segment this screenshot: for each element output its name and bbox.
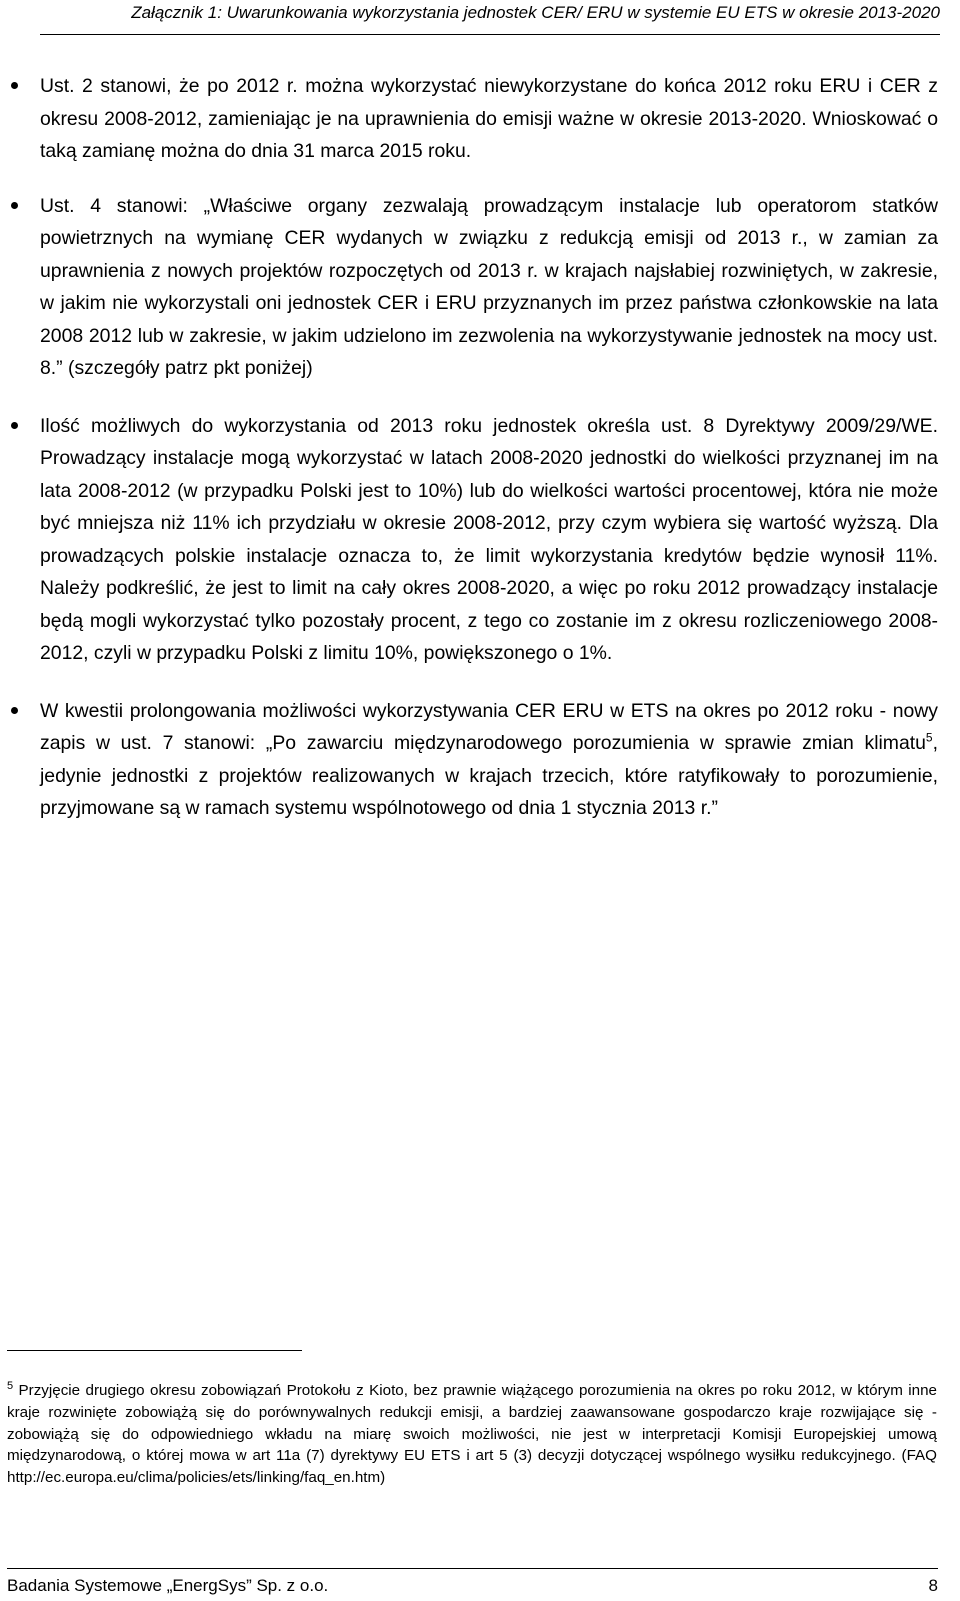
bullet-item — [40, 190, 938, 385]
bullet-item — [40, 695, 938, 825]
main-content — [40, 70, 938, 850]
header-title: Załącznik 1: Uwarunkowania wykorzystania jednostek CER/ ERU w systemie EU ETS w okresie 2013-2020 — [131, 3, 940, 22]
bullet-text: Ust. 2 stanowi, że po 2012 r. można wykorzystać niewykorzystane do końca 2012 roku ERU i CER z okresu 2008-2012, zamieniając je na uprawnienia do emisji ważne w okresie 2013-2020. Wnioskować o taką zamianę można do dnia 31 marca 2015 roku. — [40, 75, 938, 162]
footnote — [7, 1380, 937, 1489]
bullet-text-part: , jedynie jednostki z projektów realizowanych w krajach trzecich, które ratyfikowały to porozumienie, przyjmowane są w ramach systemu wspólnotowego od dnia 1 stycznia 2013 r.” — [40, 732, 938, 819]
bullet-dot-icon — [11, 202, 18, 209]
bullet-dot-icon — [11, 82, 18, 89]
footnote-text: Przyjęcie drugiego okresu zobowiązań Protokołu z Kioto, bez prawnie wiążącego porozumienia na okres po roku 2012, w którym inne kraje rozwinięte zobowiążą się do porównywalnych redukcji emisji, a bardziej zaawansowane gospodarczo kraje rozwijające się - zobowiążą się do odpowiedniego wkładu na miarę swoich możliwości, nie jest w interpretacji Komisji Europejskiej umową międzynarodową, o której mowa w art 11a (7) dyrektywy EU ETS i art 5 (3) decyzji dotyczącej wspólnego wysiłku redukcyjnego. (FAQ http://ec.europa.eu/clima/policies/ets/linking/faq_en.htm) — [7, 1382, 937, 1487]
footnote-number: 5 — [7, 1379, 14, 1392]
page-footer — [7, 1568, 938, 1597]
bullet-item — [40, 70, 938, 168]
bullet-dot-icon — [11, 422, 18, 429]
bullet-text: Ust. 4 stanowi: „Właściwe organy zezwalają prowadzącym instalacje lub operatorom statków powietrznych na wymianę CER wydanych w związku z redukcją emisji od 2013 r., w zamian za uprawnienia z nowych projektów rozpoczętych od 2013 r. w krajach najsłabiej rozwiniętych, w zakresie, w jakim nie wykorzystali oni jednostek CER i ERU przyznanych im przez państwa członkowskie na lata 2008 2012 lub w zakresie, w jakim udzielono im zezwolenia na wykorzystywanie jednostek na mocy ust. 8.” (szczegóły patrz pkt poniżej) — [40, 194, 938, 379]
footnote-reference[interactable]: 5 — [925, 730, 933, 745]
bullet-dot-icon — [11, 707, 18, 714]
bullet-item — [40, 410, 938, 670]
footer-company: Badania Systemowe „EnergSys” Sp. z o.o. — [7, 1576, 329, 1595]
page-number: 8 — [928, 1576, 938, 1595]
bullet-text — [40, 695, 938, 825]
page-header — [40, 0, 940, 35]
bullet-text-part: W kwestii prolongowania możliwości wykorzystywania CER ERU w ETS na okres po 2012 roku - nowy zapis w ust. 7 stanowi: „Po zawarciu międzynarodowego porozumienia w sprawie zmian klimatu — [40, 699, 938, 754]
footnote-divider — [7, 1350, 302, 1351]
bullet-text: Ilość możliwych do wykorzystania od 2013 roku jednostek określa ust. 8 Dyrektywy 2009/29/WE. Prowadzący instalacje mogą wykorzystać w latach 2008-2020 jednostki do wielkości przyznanej im na lata 2008-2012 (w przypadku Polski jest to 10%) lub do wielkości wartości procentowej, która nie może być mniejsza niż 11% ich przydziału w okresie 2008-2012, przy czym wybiera się wartość wyższą. Dla prowadzących polskie instalacje oznacza to, że limit wykorzystania kredytów będzie wynosił 11%. Należy podkreślić, że jest to limit na cały okres 2008-2020, a więc po roku 2012 prowadzący instalacje będą mogli wykorzystać tylko pozostały procent, z tego co zostanie im z okresu rozliczeniowego 2008-2012, czyli w przypadku Polski z limitu 10%, powiększonego o 1%. — [40, 414, 938, 664]
